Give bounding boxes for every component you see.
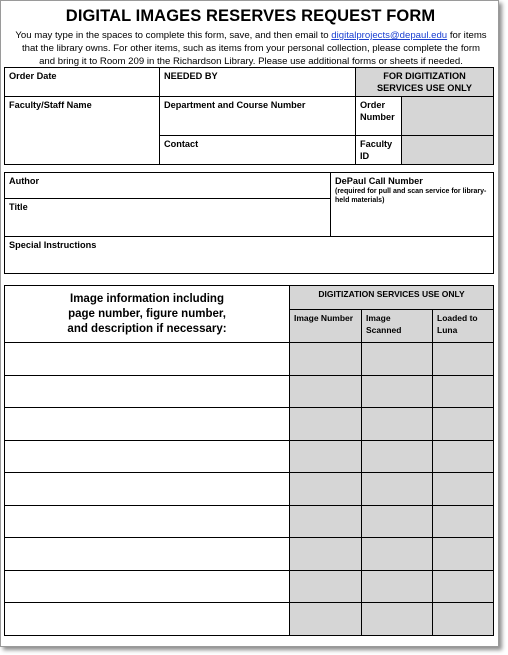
instructions-text-end: for items that the library owns. For other items, such as items from your personal collection, please complete the form and bring it to Room 209 in the Richardson Library. Please use additional forms or sheets if needed.: [21, 30, 487, 67]
image-number-cell: [290, 505, 362, 538]
image-row: [5, 343, 494, 376]
image-row: [5, 408, 494, 441]
loaded-to-luna-cell: [433, 505, 494, 538]
loaded-to-luna-cell: [433, 538, 494, 571]
loaded-to-luna-cell: [433, 570, 494, 603]
loaded-to-luna-cell: [433, 408, 494, 441]
title-field[interactable]: Title: [5, 199, 331, 237]
image-description-cell[interactable]: [5, 440, 290, 473]
image-row: [5, 505, 494, 538]
image-info-header: [5, 286, 290, 343]
needed-by-field[interactable]: NEEDED BY: [160, 68, 356, 97]
form-instructions: [13, 29, 489, 68]
digitization-use-only-header: FOR DIGITIZATION SERVICES USE ONLY: [356, 68, 494, 97]
image-description-cell[interactable]: [5, 570, 290, 603]
image-scanned-cell: [362, 570, 433, 603]
order-date-field[interactable]: Order Date: [5, 68, 160, 97]
image-row: [5, 473, 494, 506]
image-number-column-header: Image Number: [290, 310, 362, 343]
image-number-cell: [290, 440, 362, 473]
image-scanned-cell: [362, 440, 433, 473]
loaded-to-luna-column-header: Loaded to Luna: [433, 310, 494, 343]
image-scanned-column-header: Image Scanned: [362, 310, 433, 343]
call-number-note: (required for pull and scan service for library-held materials): [335, 188, 487, 204]
email-link[interactable]: digitalprojects@depaul.edu: [331, 30, 448, 41]
image-scanned-cell: [362, 408, 433, 441]
request-info-table: [4, 67, 494, 165]
images-table: [4, 285, 494, 636]
image-description-cell[interactable]: [5, 408, 290, 441]
image-number-cell: [290, 538, 362, 571]
faculty-id-label: Faculty ID: [356, 136, 402, 165]
contact-field[interactable]: Contact: [160, 136, 356, 165]
image-number-cell: [290, 408, 362, 441]
image-number-cell: [290, 375, 362, 408]
order-number-value: [402, 97, 494, 136]
loaded-to-luna-cell: [433, 473, 494, 506]
image-row: [5, 570, 494, 603]
image-description-cell[interactable]: [5, 375, 290, 408]
loaded-to-luna-cell: [433, 343, 494, 376]
image-scanned-cell: [362, 538, 433, 571]
image-info-header-text: Image information including page number, figure number, and description if necessary:: [67, 292, 227, 335]
call-number-field[interactable]: [331, 173, 494, 237]
image-row: [5, 375, 494, 408]
author-field[interactable]: Author: [5, 173, 331, 199]
image-scanned-cell: [362, 343, 433, 376]
loaded-to-luna-cell: [433, 603, 494, 636]
call-number-label: DePaul Call Number: [335, 176, 423, 186]
special-instructions-field[interactable]: Special Instructions: [5, 237, 494, 274]
item-info-table: [4, 172, 494, 274]
image-description-cell[interactable]: [5, 473, 290, 506]
image-row: [5, 538, 494, 571]
image-number-cell: [290, 570, 362, 603]
faculty-staff-name-field[interactable]: Faculty/Staff Name: [5, 97, 160, 165]
image-row: [5, 603, 494, 636]
image-description-cell[interactable]: [5, 505, 290, 538]
order-number-label: Order Number: [356, 97, 402, 136]
loaded-to-luna-cell: [433, 375, 494, 408]
image-row: [5, 440, 494, 473]
instructions-text-start: You may type in the spaces to complete this form, save, and then email to: [15, 30, 332, 41]
image-scanned-cell: [362, 505, 433, 538]
digitization-services-header: DIGITIZATION SERVICES USE ONLY: [290, 286, 494, 310]
form-title: DIGITAL IMAGES RESERVES REQUEST FORM: [65, 7, 436, 25]
image-description-cell[interactable]: [5, 343, 290, 376]
image-scanned-cell: [362, 603, 433, 636]
image-description-cell[interactable]: [5, 538, 290, 571]
image-scanned-cell: [362, 375, 433, 408]
loaded-to-luna-cell: [433, 440, 494, 473]
image-description-cell[interactable]: [5, 603, 290, 636]
image-number-cell: [290, 473, 362, 506]
department-course-field[interactable]: Department and Course Number: [160, 97, 356, 136]
image-number-cell: [290, 603, 362, 636]
image-scanned-cell: [362, 473, 433, 506]
faculty-id-value: [402, 136, 494, 165]
image-number-cell: [290, 343, 362, 376]
